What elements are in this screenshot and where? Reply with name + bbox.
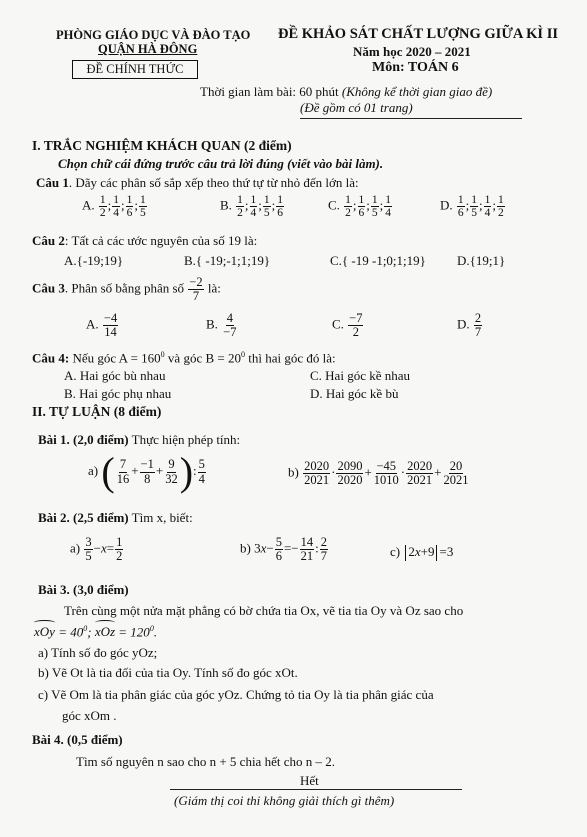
- bai3-angles: xOy = $40^0$; xOz = $120^0$.: [34, 624, 158, 640]
- q3-option-a: A. $\frac{-4}{14}$: [86, 311, 118, 340]
- q2-option-c: C.{ -19 -1;0;1;19}: [330, 253, 426, 268]
- dept-name: PHÒNG GIÁO DỤC VÀ ĐÀO TẠO: [56, 28, 251, 42]
- bai2-a: a) $\frac{3}{5}$ −x= $\frac{1}{2}$: [70, 535, 123, 564]
- end-mark: Hết: [300, 773, 319, 788]
- part1-title: I. TRẮC NGHIỆM KHÁCH QUAN (2 điểm): [32, 138, 292, 153]
- q1-label: Câu 1: [36, 175, 69, 190]
- q1-option-c: C. $\frac{1}{2}$ ; $\frac{1}{6}$ ; $\frac{1}{5}$ ; $\frac{1}{4}$: [328, 194, 392, 220]
- question-1: [36, 175, 359, 191]
- bai1-b: b) $\frac{2020}{2021}$ · $\frac{2090}{2020}$ + $\frac{-45}{1010}$ · $\frac{2020}{2021}$ + $\frac{20}{2021}$: [288, 459, 469, 488]
- page-count: (Đề gồm có 01 trang): [300, 100, 413, 115]
- bai-1: Bài 1. (2,0 điểm) Thực hiện phép tính:: [38, 432, 241, 447]
- q3-option-d: D. $\frac{2}{7}$: [457, 311, 482, 340]
- school-year: Năm học 2020 – 2021: [353, 44, 471, 59]
- bai2-b: b) 3x− $\frac{5}{6}$ =− $\frac{14}{21}$ : $\frac{2}{7}$: [240, 535, 328, 564]
- q1-text: . Dãy các phân số sắp xếp theo thứ tự từ nhỏ đến lớn là:: [68, 175, 359, 190]
- q1-option-b: B. $\frac{1}{2}$ ; $\frac{1}{4}$ ; $\frac{1}{5}$ ; $\frac{1}{6}$: [220, 194, 284, 220]
- q2-option-a: A.{-19;19}: [64, 253, 124, 268]
- bai-3: Bài 3. (3,0 điểm): [38, 582, 129, 597]
- subject: Môn: TOÁN 6: [372, 60, 459, 75]
- q3-option-c: C. $\frac{-7}{2}$: [332, 311, 363, 340]
- q4-option-d: D. Hai góc kề bù: [310, 386, 399, 401]
- bai-4: Bài 4. (0,5 điểm): [32, 732, 123, 747]
- question-3: Câu 3. Phân số bằng phân số $\frac{-2}{7}$ là:: [32, 275, 221, 304]
- footer-rule: [170, 789, 462, 790]
- exam-title: ĐỀ KHẢO SÁT CHẤT LƯỢNG GIỮA KÌ II: [278, 26, 558, 42]
- bai3-text: Trên cùng một nửa mặt phẳng có bờ chứa tia Ox, vẽ tia tia Oy và Oz sao cho: [64, 603, 464, 618]
- time-note: (Không kể thời gian giao đề): [341, 84, 493, 99]
- bai3-b: b) Vẽ Ot là tia đối của tia Oy. Tính số đo góc xOt.: [38, 665, 298, 680]
- bai3-c2: góc xOm .: [62, 708, 117, 723]
- part2-title: II. TỰ LUẬN (8 điểm): [32, 404, 162, 419]
- question-4: Câu 4: Nếu góc $A = 160^0$ và góc $B = 20^0$ thì hai góc đó là:: [32, 350, 336, 366]
- bai3-c: c) Vẽ Om là tia phân giác của góc yOz. Chứng tỏ tia Oy là tia phân giác của: [38, 687, 434, 702]
- bai2-c: c) 2x+9 =3: [390, 544, 453, 561]
- exam-time: [200, 84, 492, 100]
- q2-option-b: B.{ -19;-1;1;19}: [184, 253, 271, 268]
- official-stamp: ĐỀ CHÍNH THỨC: [72, 60, 198, 79]
- district-name: QUẬN HÀ ĐÔNG: [98, 42, 198, 56]
- bai4-text: Tìm số nguyên n sao cho n + 5 chia hết cho n – 2.: [76, 754, 335, 769]
- q2-option-d: D.{19;1}: [457, 253, 506, 268]
- footer-note: (Giám thị coi thi không giải thích gì thêm): [174, 793, 395, 808]
- q1-option-a: A. $\frac{1}{2}$ ; $\frac{1}{4}$ ; $\frac{1}{6}$ ; $\frac{1}{5}$: [82, 194, 146, 220]
- q1-option-d: D. $\frac{1}{6}$ ; $\frac{1}{5}$ ; $\frac{1}{4}$ ; $\frac{1}{2}$: [440, 194, 504, 220]
- question-2: Câu 2: Tất cả các ước nguyên của số 19 là:: [32, 233, 258, 248]
- part1-instruction: Chọn chữ cái đứng trước câu trả lời đúng (viết vào bài làm).: [58, 156, 384, 171]
- q4-option-a: A. Hai góc bù nhau: [64, 368, 166, 383]
- header-rule: [300, 118, 522, 119]
- q3-option-b: B. $\frac{4}{-7}$: [206, 311, 237, 340]
- bai3-a: a) Tính số đo góc yOz;: [38, 645, 158, 660]
- time-text: Thời gian làm bài: 60 phút: [200, 84, 339, 99]
- q4-option-c: C. Hai góc kề nhau: [310, 368, 411, 383]
- bai1-a: a) ( $\frac{7}{16}$ + $\frac{-1}{8}$ + $\frac{9}{32}$ ): $\frac{5}{4}$: [88, 449, 205, 494]
- bai-2: Bài 2. (2,5 điểm) Tìm x, biết:: [38, 510, 193, 525]
- q4-option-b: B. Hai góc phụ nhau: [64, 386, 172, 401]
